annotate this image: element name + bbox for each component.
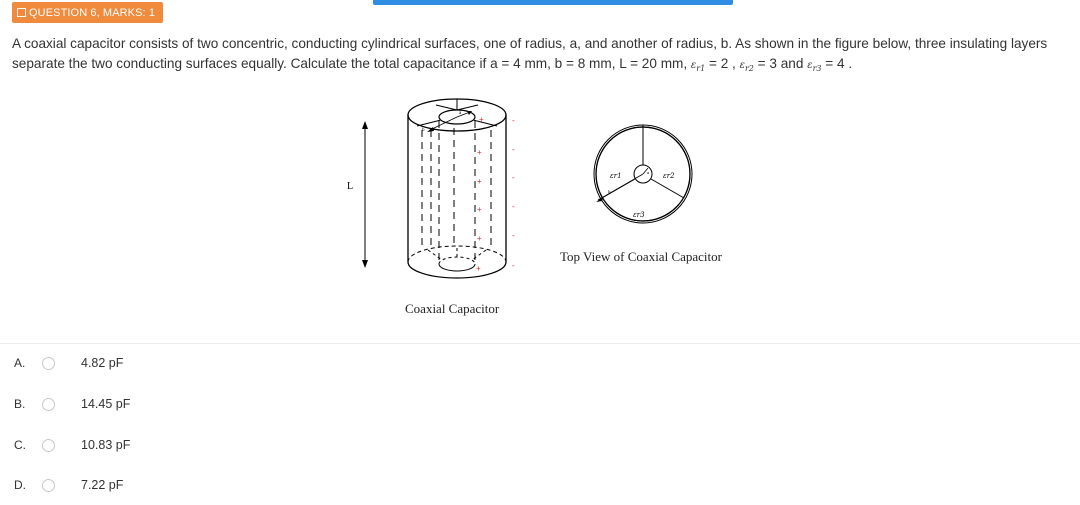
flag-checkbox-icon[interactable] (17, 8, 26, 17)
option-value: 10.83 pF (81, 438, 131, 452)
svg-text:-: - (512, 116, 515, 125)
radius-a-label: a (459, 111, 462, 116)
question-text: A coaxial capacitor consists of two concentric, conducting cylindrical surfaces, one of radius, a, and another of radius, b. As shown in the figure below, three insulating layers separate the two conducting surfaces equally. Calculate the total capacitance if a = 4 mm, b = 8 mm, L = 20 mm, $\varepsilon_{r1} = 2$ , $\varepsilon_{r2} = 3$ and $\varepsilon_{r3} = 4$ . (12, 36, 1048, 73)
svg-text:-: - (512, 202, 515, 211)
divider (0, 343, 1080, 344)
svg-text:+: + (477, 148, 482, 157)
option-value: 7.22 pF (81, 478, 124, 492)
option-d-radio[interactable] (42, 479, 55, 492)
option-value: 14.45 pF (81, 397, 131, 411)
svg-text:+: + (477, 234, 482, 243)
question-badge-label: QUESTION 6, MARKS: 1 (29, 6, 156, 19)
epsilon-r2: $\varepsilon_{r2}$ (739, 60, 754, 73)
svg-text:-: - (512, 261, 515, 270)
top-view-er2: εr2 (663, 172, 675, 180)
svg-text:+: + (477, 177, 482, 186)
option-c[interactable] (14, 435, 130, 455)
coaxial-caption: Coaxial Capacitor (405, 301, 500, 316)
epsilon-r1: $\varepsilon_{r1}$ (690, 60, 706, 73)
question-body: A coaxial capacitor consists of two concentric, conducting cylindrical surfaces, one of radius, a, and another of radius, b. As shown in the figure below, three insulating layers separate the two conducting surfaces equally. Calculate the total capacitance if a = 4 mm, b = 8 mm, L = 20 mm, (12, 36, 1048, 71)
option-a-radio[interactable] (42, 357, 55, 370)
top-progress-bar (373, 0, 733, 5)
top-view-er1: εr1 (610, 172, 622, 180)
radius-b-label: b (422, 128, 425, 133)
top-view-caption: Top View of Coaxial Capacitor (560, 249, 722, 264)
option-b[interactable] (14, 394, 130, 414)
epsilon-r3: $\varepsilon_{r3}$ (807, 60, 822, 73)
svg-text:+: + (477, 205, 482, 214)
svg-text:+: + (479, 115, 484, 124)
option-letter: D. (14, 478, 26, 492)
top-view-b-label: b (608, 189, 611, 194)
svg-text:+: + (476, 264, 481, 273)
epsilon-r1-value: = 2 , (705, 56, 740, 71)
option-a[interactable] (14, 353, 123, 373)
option-letter: A. (14, 356, 26, 370)
option-b-radio[interactable] (42, 398, 55, 411)
option-d[interactable] (14, 475, 123, 495)
option-value: 4.82 pF (81, 356, 124, 370)
length-label: L (347, 181, 354, 192)
option-c-radio[interactable] (42, 439, 55, 452)
svg-text:-: - (512, 145, 515, 154)
question-badge (12, 2, 163, 23)
option-letter: C. (14, 438, 26, 452)
top-view-a-label: a (647, 170, 650, 175)
epsilon-r3-value: = 4 . (821, 56, 853, 71)
svg-text:-: - (512, 231, 515, 240)
coaxial-figure (330, 88, 760, 331)
top-view-er3: εr3 (633, 211, 645, 219)
coaxial-diagram (330, 88, 760, 328)
svg-text:-: - (512, 173, 515, 182)
option-letter: B. (14, 397, 26, 411)
epsilon-r2-value: = 3 (753, 56, 777, 71)
